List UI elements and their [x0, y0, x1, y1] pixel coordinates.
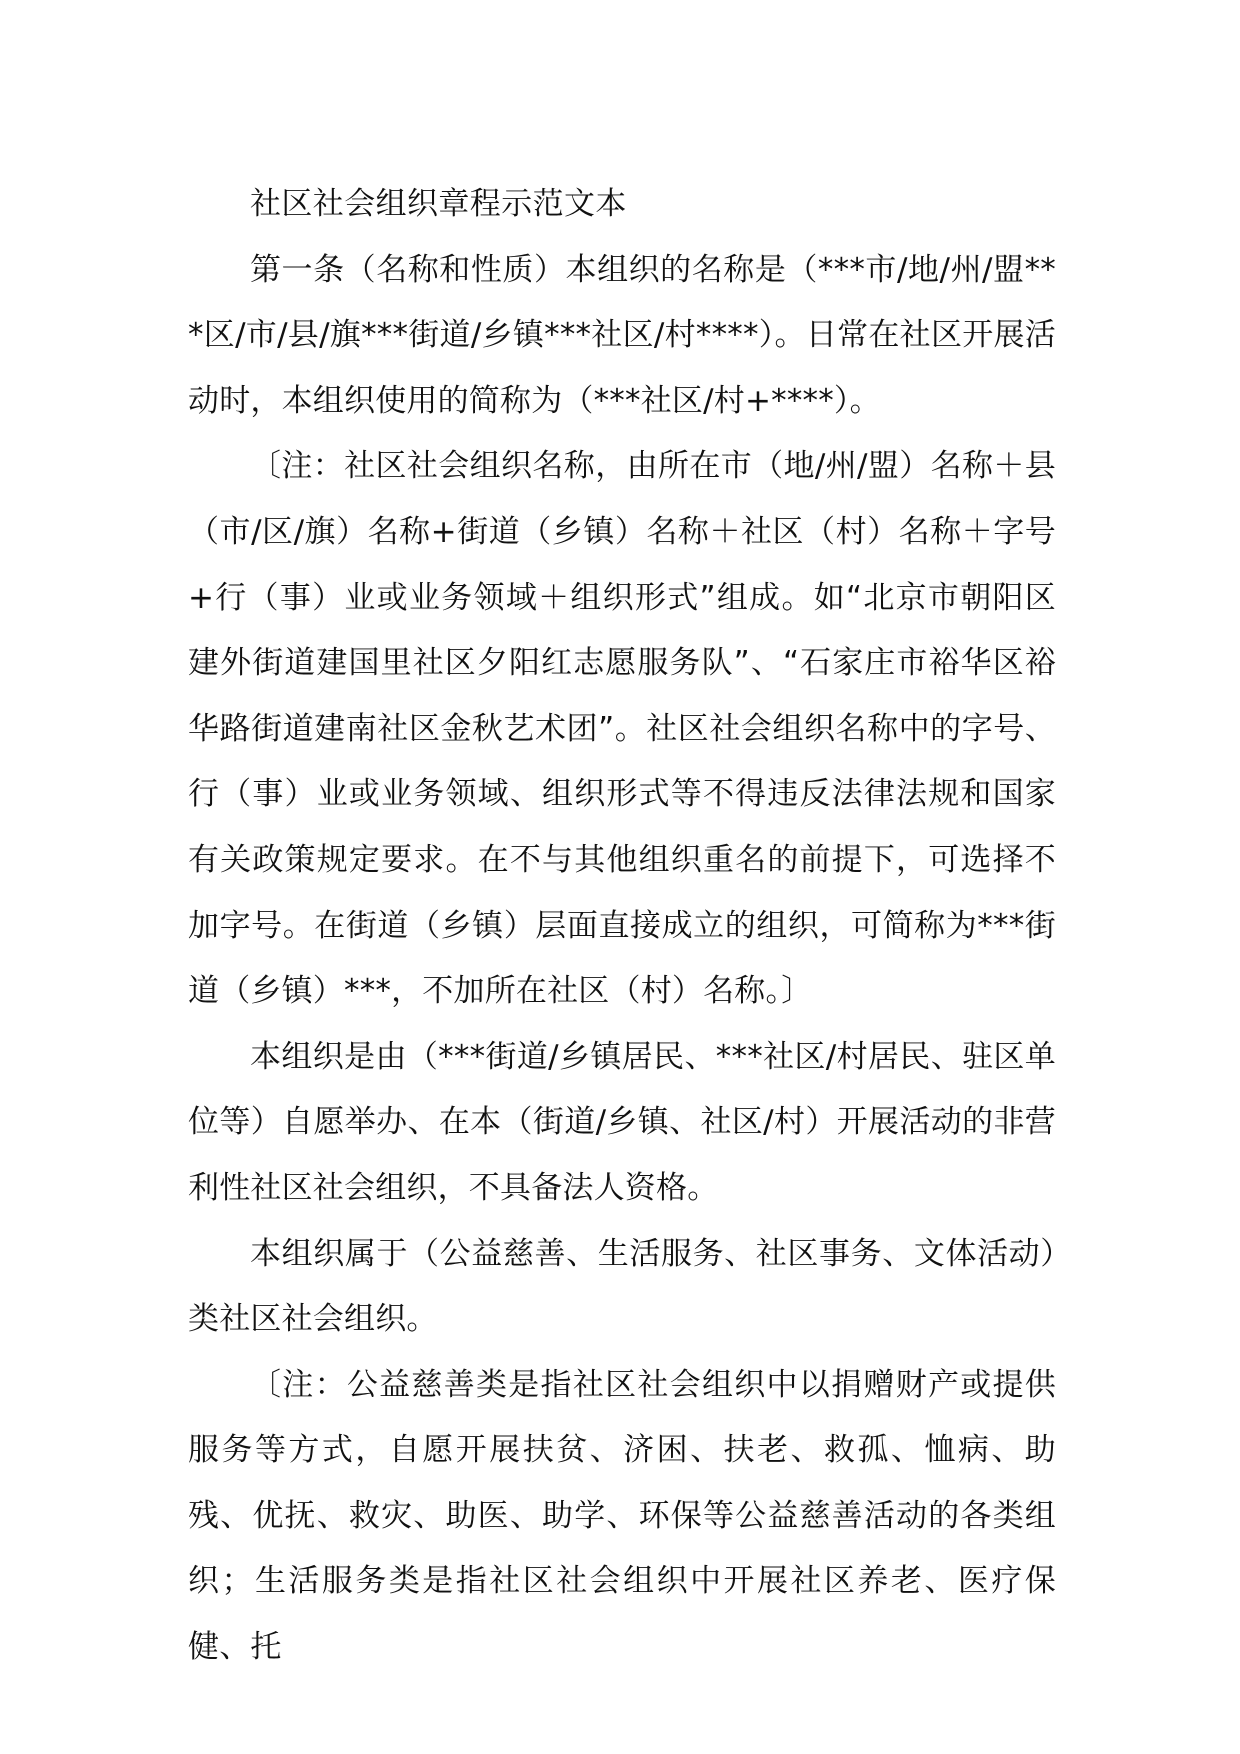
article-1-paragraph: 第一条（名称和性质）本组织的名称是（***市/地/州/盟***区/市/县/旗***街道/乡镇***社区/村****）。日常在社区开展活动时，本组织使用的简称为（***社区/村+****）。: [188, 251, 1056, 419]
category-paragraph: 本组织属于（公益慈善、生活服务、社区事务、文体活动）类社区社会组织。: [188, 1235, 1056, 1338]
category-note-paragraph: 〔注：公益慈善类是指社区社会组织中以捐赠财产或提供服务等方式，自愿开展扶贫、济困、扶老、救孤、恤病、助残、优抚、救灾、助医、助学、环保等公益慈善活动的各类组织；生活服务类是指社区社会组织中开展社区养老、医疗保健、托: [188, 1366, 1056, 1666]
nature-paragraph: 本组织是由（***街道/乡镇居民、***社区/村居民、驻区单位等）自愿举办、在本（街道/乡镇、社区/村）开展活动的非营利性社区社会组织，不具备法人资格。: [188, 1038, 1056, 1206]
document-body: [188, 172, 1056, 1681]
document-title: 社区社会组织章程示范文本: [250, 186, 627, 222]
name-note-paragraph: 〔注：社区社会组织名称，由所在市（地/州/盟）名称＋县（市/区/旗）名称+街道（乡镇）名称＋社区（村）名称＋字号+行（事）业或业务领域＋组织形式”组成。如“北京市朝阳区建外街道建国里社区夕阳红志愿服务队”、“石家庄市裕华区裕华路街道建南社区金秋艺术团”。社区社会组织名称中的字号、行（事）业或业务领域、组织形式等不得违反法律法规和国家有关政策规定要求。在不与其他组织重名的前提下，可选择不加字号。在街道（乡镇）层面直接成立的组织，可简称为***街道（乡镇）***，不加所在社区（村）名称。〕: [188, 448, 1056, 1010]
